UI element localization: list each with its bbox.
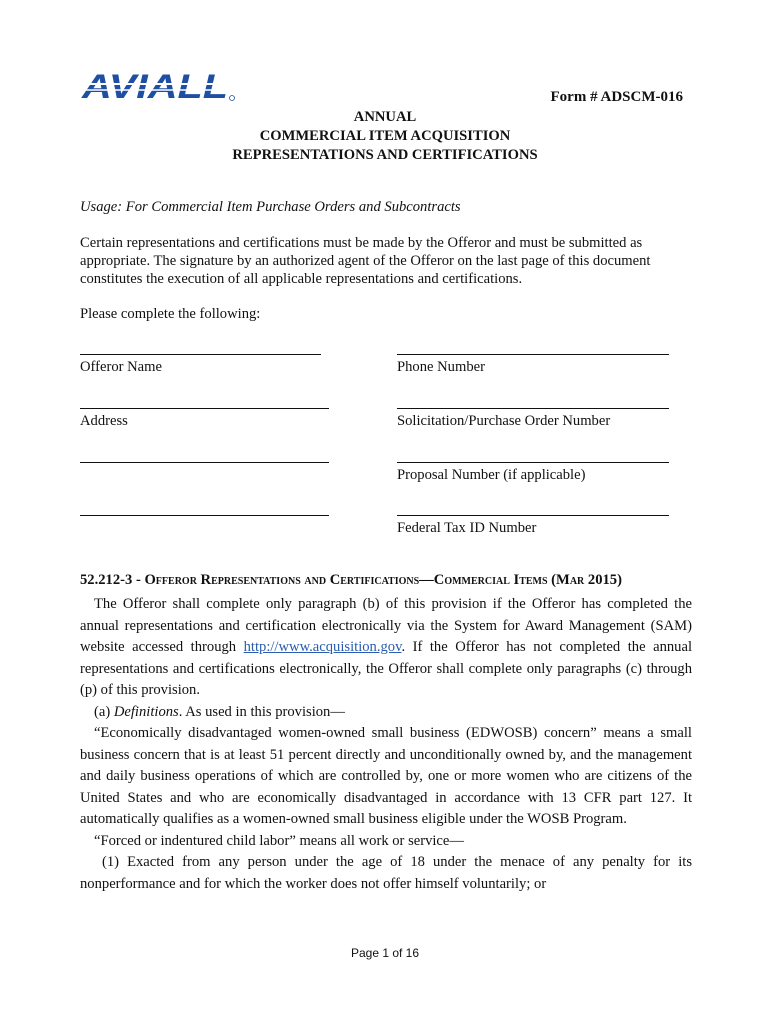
paragraph-sam-text: The Offeror shall complete only paragraph (b) of this provision if the Offeror has completed the annual representations and certification electronically via the System for Award Management (SAM) website accessed through <box>80 596 692 655</box>
section-heading <box>80 572 622 589</box>
paragraph-sam-text-end: . If the Offeror has not completed the annual representations and certifications electronically, the Offeror shall complete only paragraphs (c) through (p) of this provision. <box>80 639 692 698</box>
offeror-name-label: Offeror Name <box>80 359 162 375</box>
section-date-year: 2015) <box>584 572 622 588</box>
section-number: 52.212-3 - <box>80 572 145 588</box>
form-number: Form # ADSCM-016 <box>550 89 683 105</box>
aviall-logo <box>80 70 238 104</box>
solicitation-po-label: Solicitation/Purchase Order Number <box>397 413 611 429</box>
federal-tax-id-label: Federal Tax ID Number <box>397 520 537 536</box>
proposal-number-field[interactable] <box>397 462 669 463</box>
paragraph-exacted: (1) Exacted from any person under the age of 18 under the menace of any penalty for its nonperformance and for which the worker does not offer himself voluntarily; or <box>80 854 692 892</box>
solicitation-po-field[interactable] <box>397 408 669 409</box>
paragraph-sam <box>80 594 692 702</box>
paragraph-definitions <box>80 702 692 724</box>
section-title: Offeror Representations and Certifications—Commercial Items ( <box>144 572 557 588</box>
address-field-1[interactable] <box>80 408 329 409</box>
acquisition-gov-link[interactable]: http://www.acquisition.gov <box>243 639 402 655</box>
paragraph-edwosb: “Economically disadvantaged women-owned small business (EDWOSB) concern” means a small business concern that is at least 51 percent directly and unconditionally owned by, and the management and daily business operations of which are controlled by, one or more women who are citizens of the United States and who are economically disadvantaged in accordance with 13 CFR part 127. It automatically qualifies as a women-owned small business eligible under the WOSB Program. <box>80 725 692 827</box>
address-field-2[interactable] <box>80 462 329 463</box>
definitions-prefix: (a) <box>94 703 114 720</box>
proposal-number-label: Proposal Number (if applicable) <box>397 467 586 483</box>
title-line-1: ANNUAL <box>353 109 417 125</box>
federal-tax-id-field[interactable] <box>397 515 669 516</box>
title-line-3: REPRESENTATIONS AND CERTIFICATIONS <box>232 147 538 163</box>
paragraph-child-labor: “Forced or indentured child labor” means all work or service— <box>94 832 464 849</box>
offeror-name-field[interactable] <box>80 354 321 355</box>
logo-wordmark: AVIALL <box>80 70 229 104</box>
definitions-rest: . As used in this provision— <box>178 703 345 720</box>
address-field-3[interactable] <box>80 515 329 516</box>
title-line-2: COMMERCIAL ITEM ACQUISITION <box>259 128 511 144</box>
definitions-term: Definitions <box>113 703 179 720</box>
provision-body <box>80 594 692 895</box>
address-label: Address <box>80 413 128 429</box>
usage-note: Usage: For Commercial Item Purchase Orders and Subcontracts <box>80 199 461 215</box>
intro-paragraph: Certain representations and certifications must be made by the Offeror and must be submitted as appropriate. The signature by an authorized agent of the Offeror on the last page of this document constitutes the execution of all applicable representations and certifications. <box>80 235 651 287</box>
phone-number-label: Phone Number <box>397 359 485 375</box>
section-date-month: Mar <box>556 572 585 588</box>
page-number: Page 1 of 16 <box>350 946 420 960</box>
please-complete: Please complete the following: <box>80 306 261 322</box>
phone-number-field[interactable] <box>397 354 669 355</box>
